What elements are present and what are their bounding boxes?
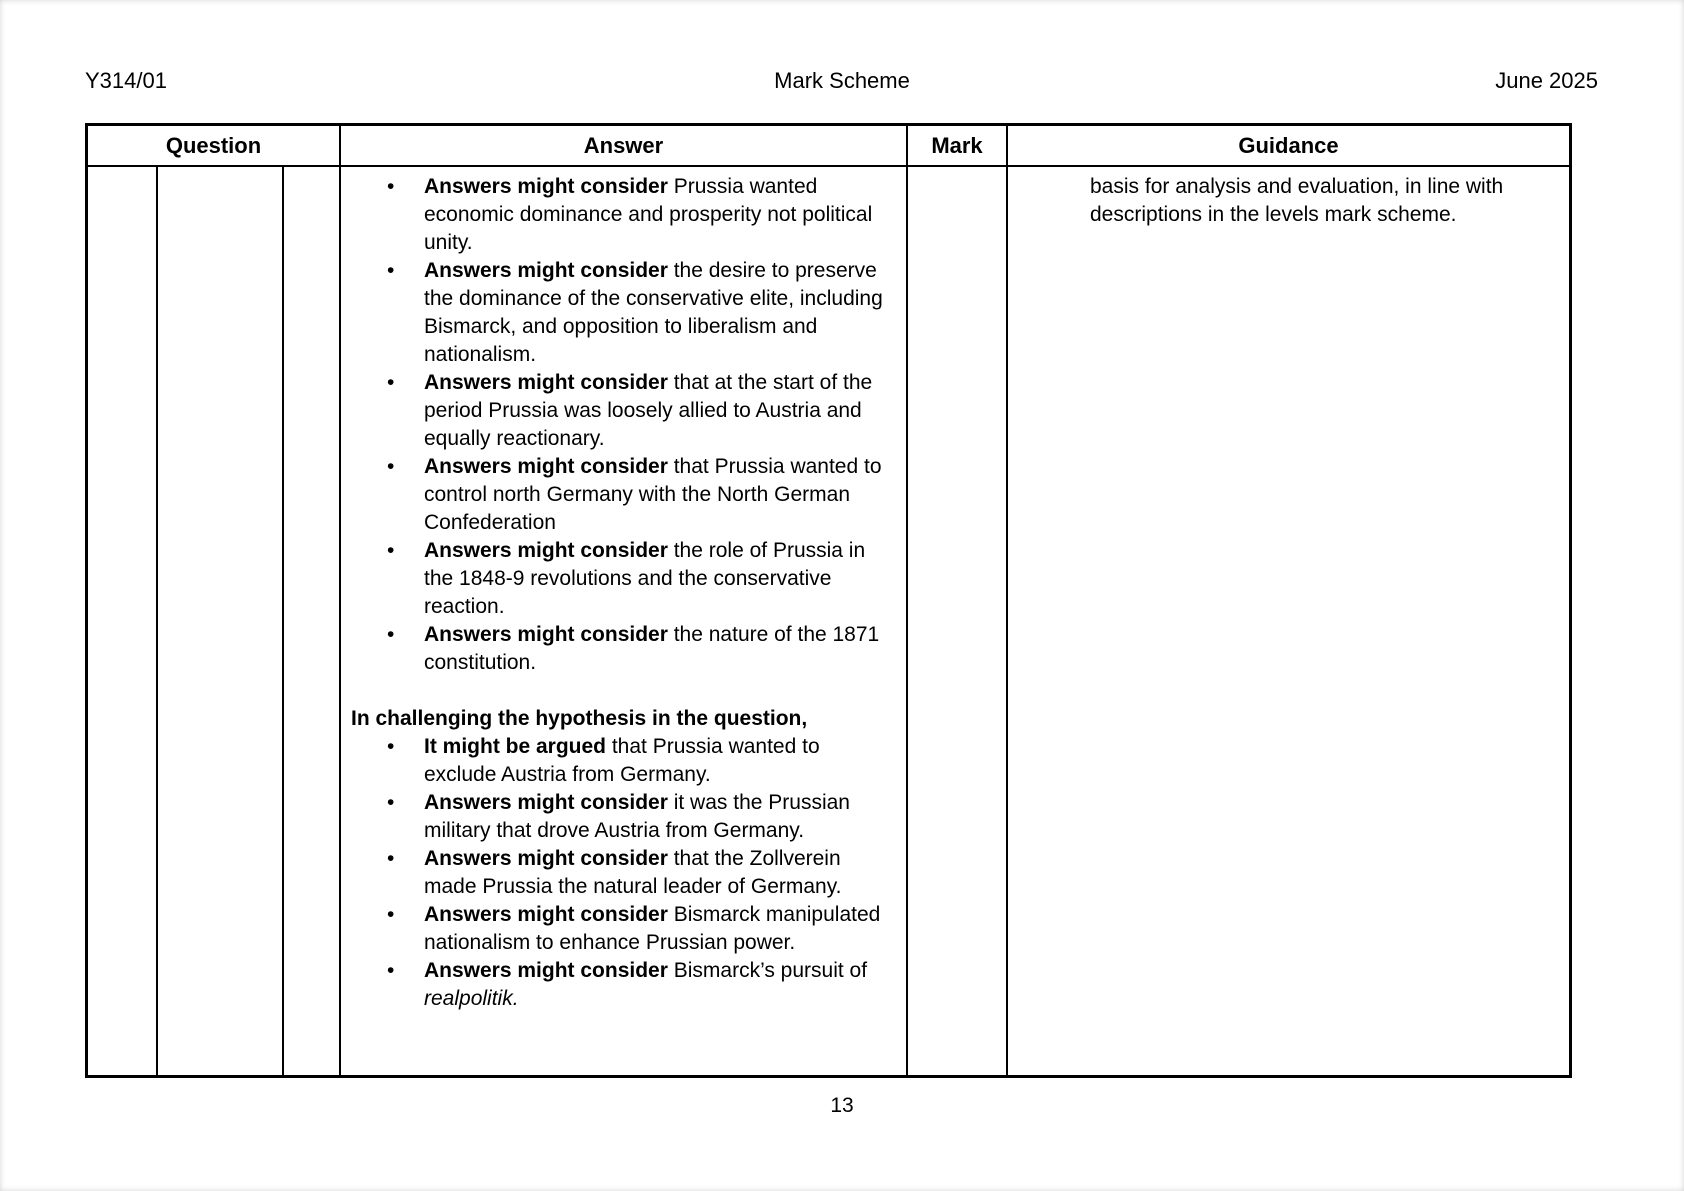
bullet-rest: the role of Prussia in the 1848-9 revolutions and the conservative reaction. [424,539,866,618]
bullet-text [424,537,894,621]
question-number-cell [88,167,158,1075]
bullet-lead: It might be argued [424,735,607,758]
bullet-text [424,789,894,845]
bullet-icon: • [387,371,395,394]
bullet-icon: • [387,623,395,646]
bullet-lead: Answers might consider [424,371,668,394]
answer-bullet [387,173,894,257]
bullet-text [424,901,894,957]
column-header-mark: Mark [908,126,1008,167]
page-number: 13 [830,1094,854,1117]
bullet-rest: that the Zollverein made Prussia the natural leader of Germany. [424,847,842,898]
session-date: June 2025 [1495,68,1598,93]
guidance-line: basis for analysis and evaluation, in line with [1090,175,1504,198]
bullet-icon: • [387,735,395,758]
bullet-rest: the desire to preserve the dominance of the conservative elite, including Bismarck, and opposition to liberalism and nationalism. [424,259,883,366]
question-subpart-cell [284,167,341,1075]
bullet-text [424,957,894,1013]
bullet-lead: Answers might consider [424,791,668,814]
bullet-text [424,369,894,453]
mark-scheme-table [85,123,1572,1078]
answer-bullet [387,621,894,677]
bullet-text [424,845,894,901]
answer-bullet [387,789,894,845]
bullet-rest: that Prussia wanted to exclude Austria from Germany. [424,735,820,786]
bullet-rest: Bismarck manipulated nationalism to enhance Prussian power. [424,903,881,954]
bullet-rest: the nature of the 1871 constitution. [424,623,880,674]
column-header-answer: Answer [341,126,908,167]
bullet-text [424,453,894,537]
bullet-lead: Answers might consider [424,623,668,646]
bullet-lead: Answers might consider [424,455,668,478]
document-title: Mark Scheme [774,68,910,93]
bullet-lead: Answers might consider [424,847,668,870]
bullet-lead: Answers might consider [424,259,668,282]
bullet-icon: • [387,259,395,282]
column-header-guidance: Guidance [1008,126,1569,167]
paper-code: Y314/01 [85,68,167,93]
guidance-text [1090,173,1545,229]
bullet-icon: • [387,539,395,562]
bullet-icon: • [387,903,395,926]
bullet-rest: that at the start of the period Prussia was loosely allied to Austria and equally reactionary. [424,371,873,450]
answer-bullet [387,453,894,537]
bullet-text [424,621,894,677]
answer-bullet [387,957,894,1013]
bullet-text [424,257,894,369]
mark-cell [908,167,1008,1075]
challenge-heading: In challenging the hypothesis in the question, [351,707,808,730]
challenge-bullet-list [351,733,894,1013]
bullet-icon: • [387,791,395,814]
answer-cell [341,167,908,1075]
running-header [0,68,1684,94]
bullet-italic: realpolitik. [424,987,519,1010]
answer-bullet [387,537,894,621]
question-part-cell [158,167,284,1075]
bullet-text [424,173,894,257]
bullet-icon: • [387,959,395,982]
guidance-cell [1008,167,1569,1075]
bullet-rest: it was the Prussian military that drove Austria from Germany. [424,791,850,842]
bullet-icon: • [387,175,395,198]
support-bullet-list [351,173,894,677]
bullet-icon: • [387,455,395,478]
bullet-lead: Answers might consider [424,539,668,562]
bullet-lead: Answers might consider [424,959,668,982]
bullet-rest: that Prussia wanted to control north Germany with the North German Confederation [424,455,882,534]
bullet-lead: Answers might consider [424,903,668,926]
answer-bullet [387,901,894,957]
bullet-lead: Answers might consider [424,175,668,198]
bullet-text [424,733,894,789]
answer-bullet [387,733,894,789]
guidance-line: descriptions in the levels mark scheme. [1090,203,1457,226]
bullet-rest: Bismarck’s pursuit of [667,959,868,982]
answer-bullet [387,257,894,369]
answer-bullet [387,845,894,901]
column-header-question: Question [88,126,341,167]
answer-bullet [387,369,894,453]
bullet-rest: Prussia wanted economic dominance and prosperity not political unity. [424,175,873,254]
bullet-icon: • [387,847,395,870]
